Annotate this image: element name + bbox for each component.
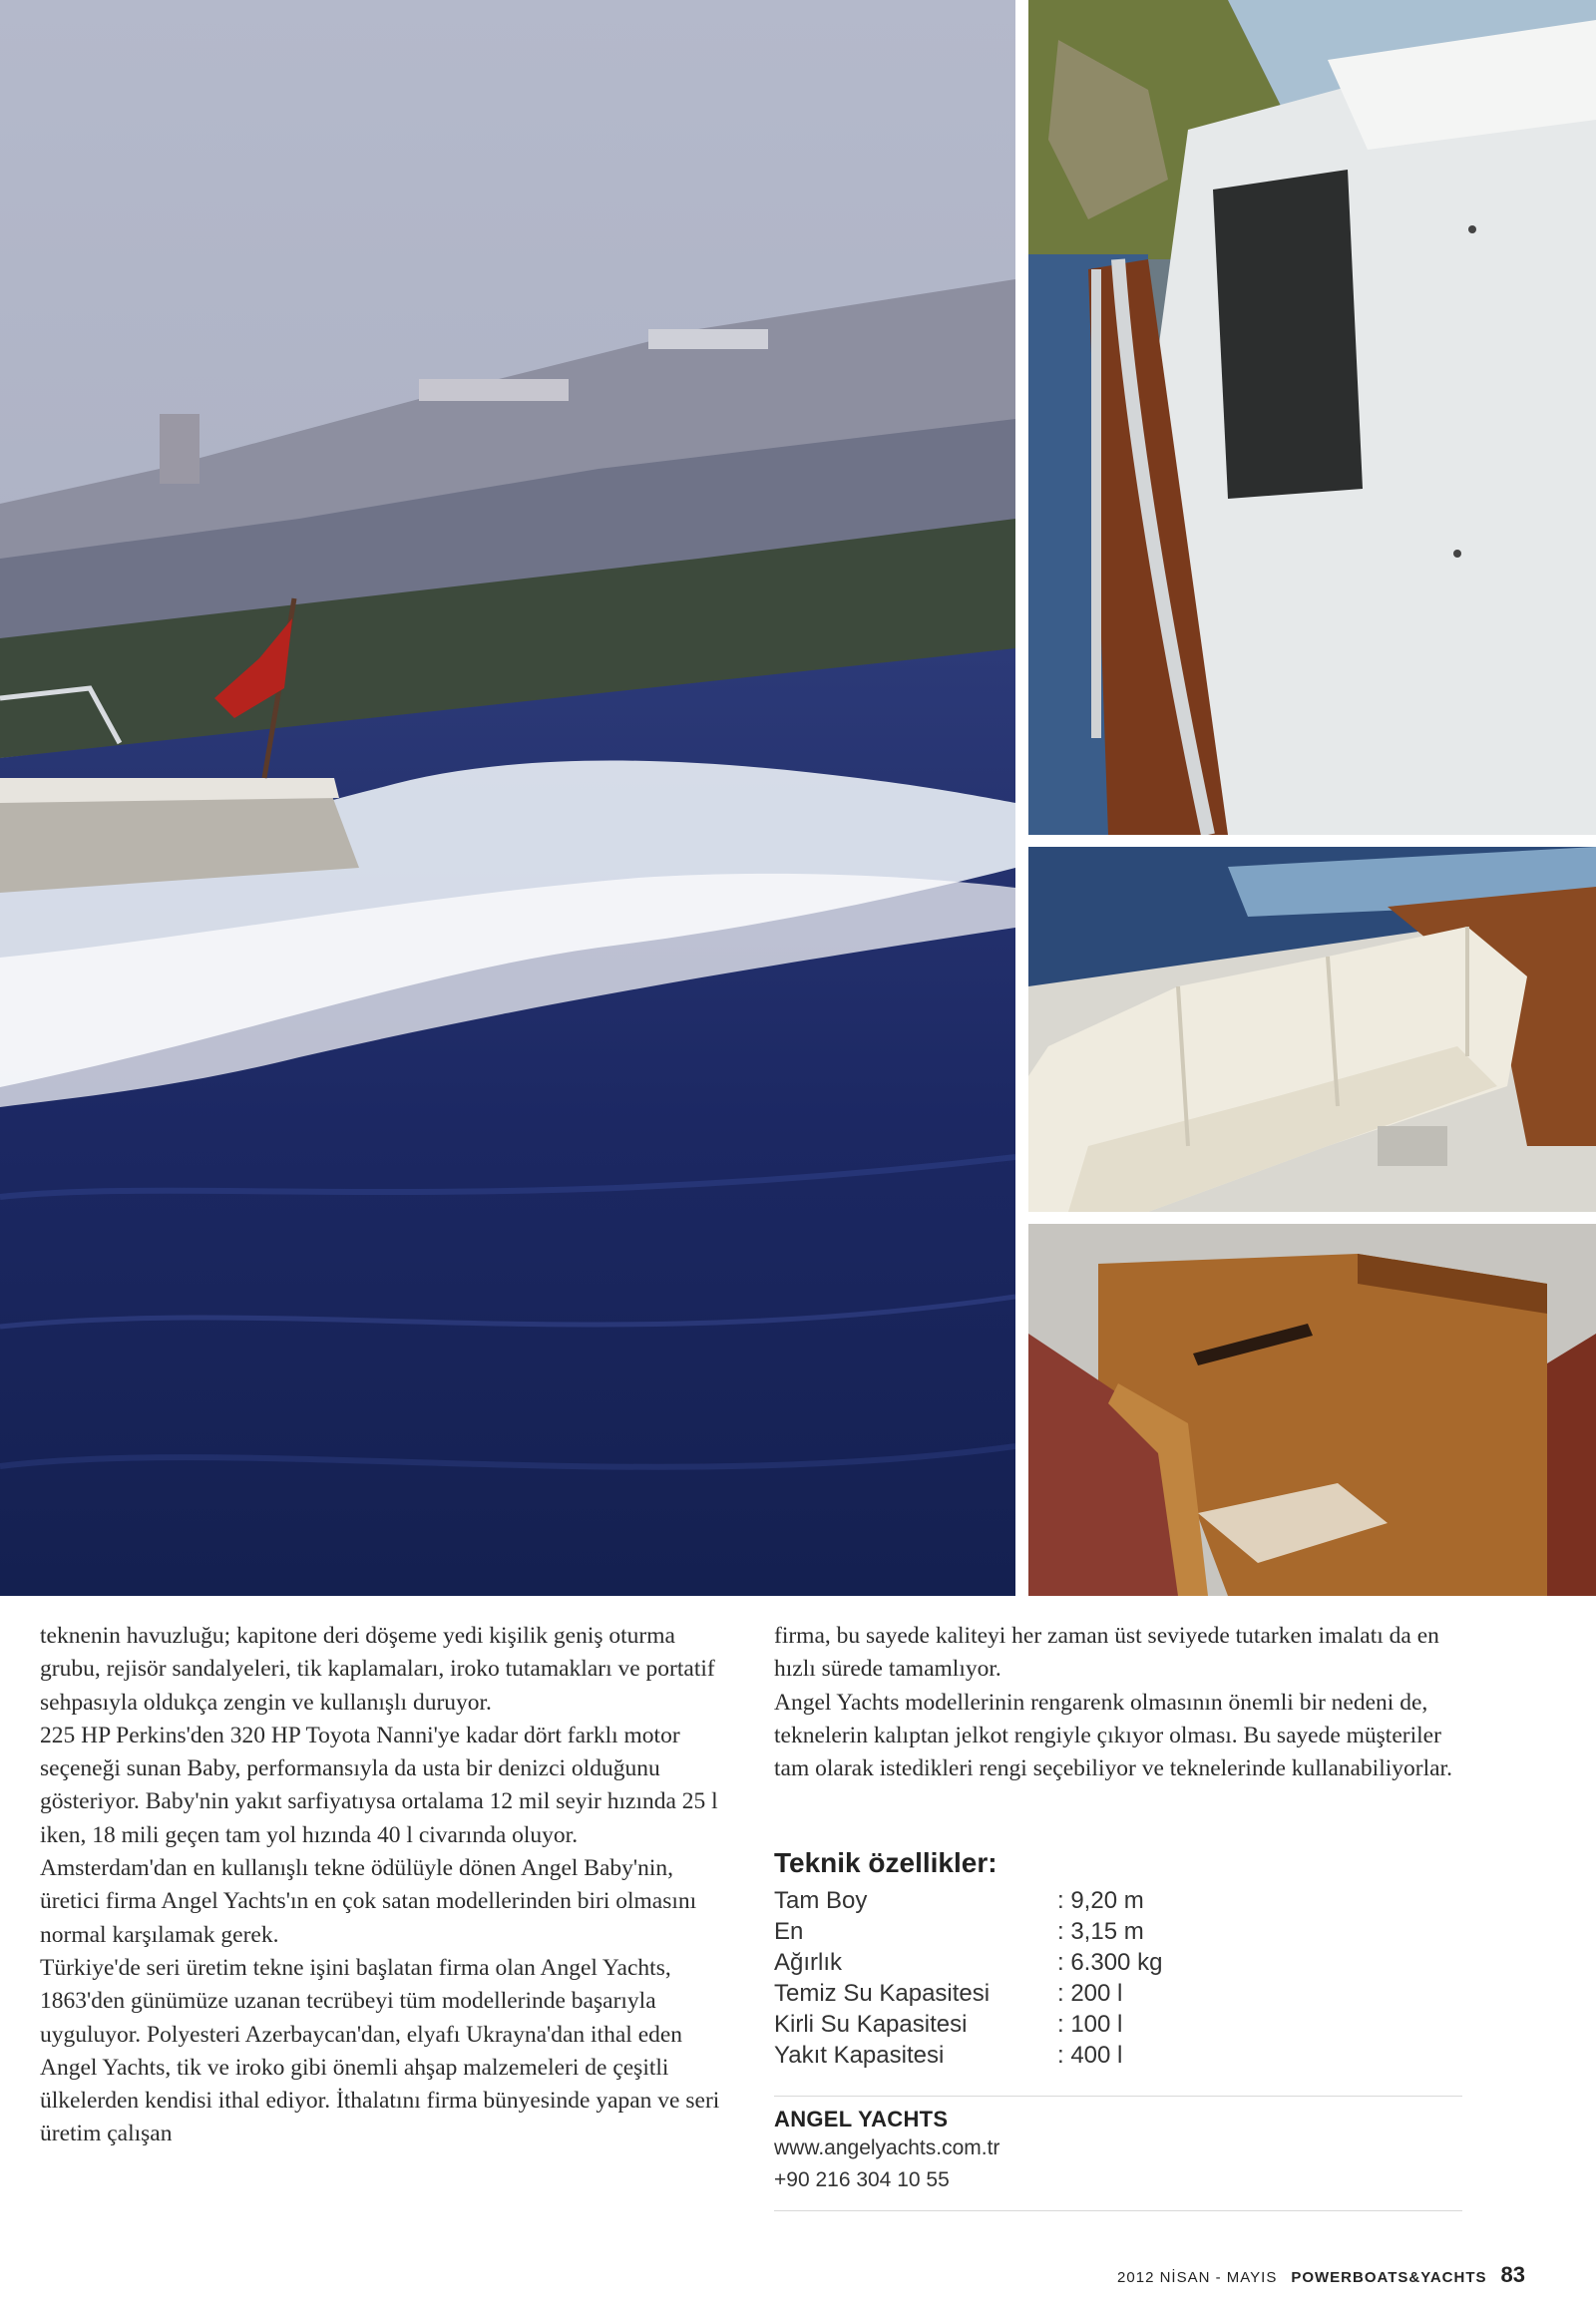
spec-label: Temiz Su Kapasitesi xyxy=(774,1980,991,2007)
spec-value: : 6.300 kg xyxy=(1057,1949,1163,1976)
specs-title: Teknik özellikler: xyxy=(774,1847,998,1878)
spec-value: : 9,20 m xyxy=(1057,1887,1144,1914)
spec-row xyxy=(774,2040,1472,2071)
sofa-image xyxy=(1028,847,1596,1212)
article-paragraph: firma, bu sayede kaliteyi her zaman üst seviyede tutarken imalatı da en hızlı sürede tamamlıyor. xyxy=(774,1623,1439,1683)
phone-number: +90 216 304 10 55 xyxy=(774,2168,950,2191)
hull-side-photo xyxy=(1028,0,1596,835)
spec-row xyxy=(774,1916,1472,1947)
issue-date: 2012 NİSAN - MAYIS xyxy=(1117,2269,1278,2286)
spec-label: Ağırlık xyxy=(774,1949,843,1976)
magazine-name: POWERBOATS&YACHTS xyxy=(1291,2269,1487,2286)
page-number: 83 xyxy=(1500,2262,1525,2287)
main-boat-photo xyxy=(0,0,1015,1596)
interior-cabinet-photo xyxy=(1028,1224,1596,1596)
article-paragraph: Angel Yachts modellerinin rengarenk olmasının önemli bir nedeni de, teknelerin kalıptan jelkot rengiyle çıkıyor olması. Bu sayede müşteriler tam olarak istedikleri rengi seçebiliyor ve teknelerinde kullanabiliyorlar. xyxy=(774,1689,1452,1782)
spec-row xyxy=(774,2009,1472,2040)
spec-row xyxy=(774,1947,1472,1978)
spec-label: Kirli Su Kapasitesi xyxy=(774,2011,968,2038)
spec-row xyxy=(774,1978,1472,2009)
article-paragraph: 225 HP Perkins'den 320 HP Toyota Nanni'ye kadar dört farklı motor seçeneği sunan Baby, performansıyla da usta bir denizci olduğunu gösteriyor. Baby'nin yakıt sarfiyatıysa ortalama 12 mil seyir hızında 25 l iken, 18 mili geçen tam yol hızında 40 l civarında oluyor. xyxy=(40,1722,718,1848)
article-paragraph: teknenin havuzluğu; kapitone deri döşeme yedi kişilik geniş oturma grubu, rejisör sandalyeleri, tik kaplamaları, iroko tutamakları ve portatif sehpasıyla oldukça zengin ve kullanışlı duruyor. xyxy=(40,1623,715,1716)
website-link[interactable]: www.angelyachts.com.tr xyxy=(774,2136,1000,2159)
article-column-right xyxy=(774,1620,1472,1785)
page-footer xyxy=(1117,2262,1525,2288)
interior-sofa-photo xyxy=(1028,847,1596,1212)
spec-value: : 400 l xyxy=(1057,2042,1123,2069)
contact-box xyxy=(774,2096,1462,2211)
spec-row xyxy=(774,1885,1472,1916)
technical-specs xyxy=(774,1847,1472,2071)
spec-value: : 100 l xyxy=(1057,2011,1123,2038)
boat-wave-image xyxy=(0,0,1015,1596)
spec-value: : 3,15 m xyxy=(1057,1918,1144,1945)
hull-cabin-image xyxy=(1028,0,1596,835)
spec-label: Yakıt Kapasitesi xyxy=(774,2042,945,2069)
article-paragraph: Türkiye'de seri üretim tekne işini başlatan firma olan Angel Yachts, 1863'den günümüze uzanan tecrübeyi tüm modellerinde başarıyla uyguluyor. Polyesteri Azerbaycan'dan, elyafı Ukrayna'dan ithal eden Angel Yachts, tik ve iroko gibi önemli ahşap malzemeleri de çeşitli ülkelerden kendisi ithal ediyor. İthalatını firma bünyesinde yapan ve seri üretim çalışan xyxy=(40,1954,720,2147)
article-paragraph: Amsterdam'dan en kullanışlı tekne ödülüyle dönen Angel Baby'nin, üretici firma Angel Yachts'ın en çok satan modellerinden biri olmasını normal karşılamak gerek. xyxy=(40,1855,697,1948)
spec-value: : 200 l xyxy=(1057,1980,1123,2007)
spec-label: Tam Boy xyxy=(774,1887,868,1914)
company-name: ANGEL YACHTS xyxy=(774,2107,949,2131)
cabinet-image xyxy=(1028,1224,1596,1596)
spec-label: En xyxy=(774,1918,804,1945)
article-column-left xyxy=(40,1620,738,2151)
